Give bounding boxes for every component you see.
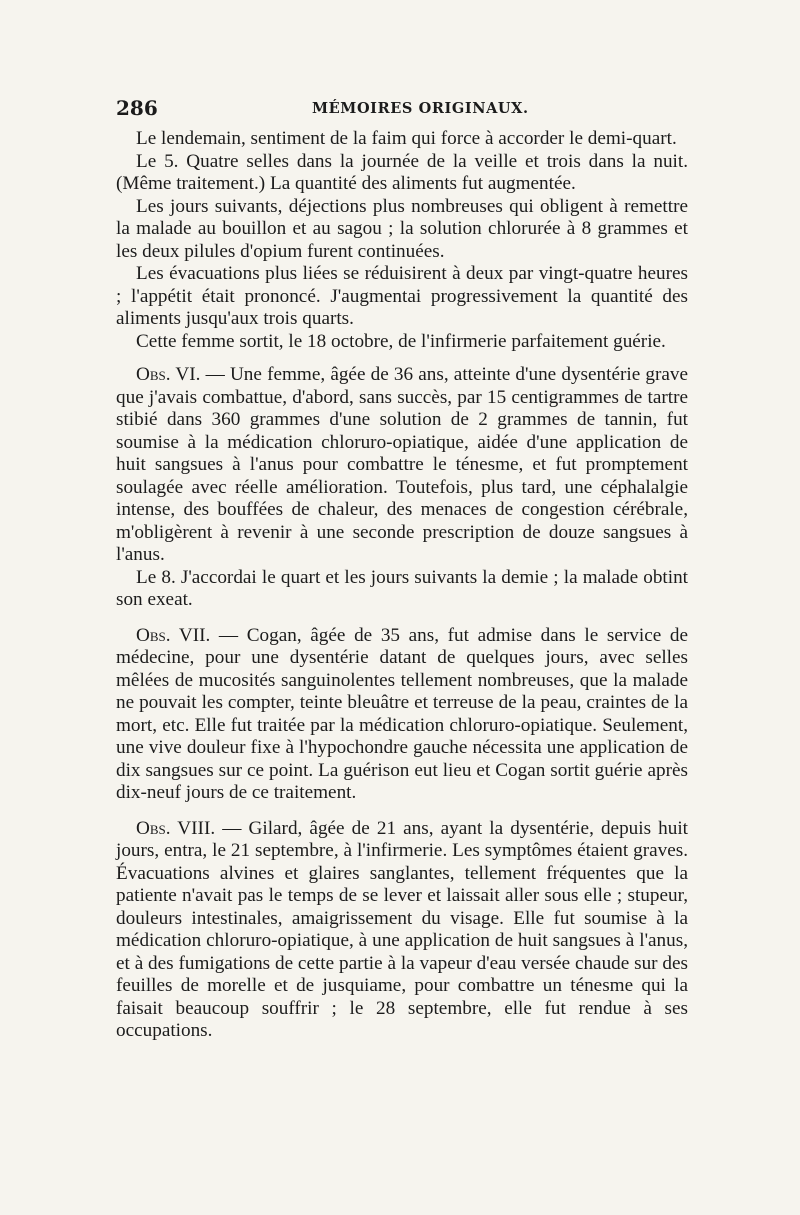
paragraph-7: Le 8. J'accordai le quart et les jours suivants la demie ; la malade obtint son exeat. bbox=[116, 566, 688, 610]
body-text bbox=[116, 128, 688, 1043]
observation-8: Obs. VIII. — Gilard, âgée de 21 ans, ayant la dysentérie, depuis huit jours, entra, le 21 septembre, à l'infirmerie. Les symptômes étaient graves. Évacuations alvines et glaires sanglantes, tellement fréquentes que la patiente n'avait pas le temps de se lever et laissait aller sous elle ; stupeur, douleurs intestinales, amaigrissement du visage. Elle fut soumise à la médication chloruro-opiatique, à une application de huit sangsues à l'anus, et à des fumigations de cette partie à la vapeur d'eau versée chaude sur des feuilles de morelle et de jusquiame, pour combattre un ténesme qui la faisait beaucoup souffrir ; le 28 septembre, elle fut rendue à ses occupations. bbox=[116, 817, 689, 1041]
paragraph-1: Le lendemain, sentiment de la faim qui force à accorder le demi-quart. bbox=[136, 128, 677, 149]
observation-7: Obs. VII. — Cogan, âgée de 35 ans, fut admise dans le service de médecine, pour une dysentérie datant de quelques jours, avec selles mêlées de mucosités sanguinolentes tellement nombreuses, que la malade ne pouvait les compter, teinte bleuâtre et terreuse de la peau, craintes de la mort, etc. Elle fut traitée par la médication chloruro-opiatique. Seulement, une vive douleur fixe à l'hypochondre gauche nécessita une application de dix sangsues sur ce point. La guérison eut lieu et Cogan sortit guérie après dix-neuf jours de ce traitement. bbox=[116, 624, 688, 803]
page-number: 286 bbox=[116, 96, 158, 120]
paragraph-5: Cette femme sortit, le 18 octobre, de l'infirmerie parfaitement guérie. bbox=[136, 330, 666, 352]
observation-6: Obs. VI. — Une femme, âgée de 36 ans, atteinte d'une dysentérie grave que j'avais combattue, d'abord, sans succès, par 15 centigrammes de tartre stibié dans 360 grammes d'une solution de 2 grammes de tannin, fut soumise à la médication chloruro-opiatique, aidée d'une application de huit sangsues à l'anus pour combattre le ténesme, et fut promptement soulagée avec réelle amélioration. Toutefois, plus tard, une céphalalgie intense, des bouffées de chaleur, des menaces de congestion cérébrale, m'obligèrent à revenir à une seconde prescription de douze sangsues à l'anus. bbox=[116, 364, 688, 565]
observation-label: Obs. VIII. bbox=[136, 817, 216, 839]
observation-label: Obs. VI. bbox=[136, 364, 201, 385]
paragraph-4: Les évacuations plus liées se réduisirent à deux par vingt-quatre heures ; l'appétit était prononcé. J'augmentai progressivement la quantité des aliments jusqu'aux trois quarts. bbox=[116, 263, 688, 329]
running-title: MÉMOIRES ORIGINAUX. bbox=[312, 100, 529, 117]
paragraph-2: Le 5. Quatre selles dans la journée de la veille et trois dans la nuit. (Même traitement.) La quantité des aliments fut augmentée. bbox=[116, 150, 688, 194]
page-header bbox=[116, 96, 688, 126]
paragraph-3: Les jours suivants, déjections plus nombreuses qui obligent à remettre la malade au bouillon et au sagou ; la solution chlorurée à 8 grammes et les deux pilules d'opium furent continuées. bbox=[116, 195, 688, 262]
observation-label: Obs. VII. bbox=[136, 624, 211, 646]
